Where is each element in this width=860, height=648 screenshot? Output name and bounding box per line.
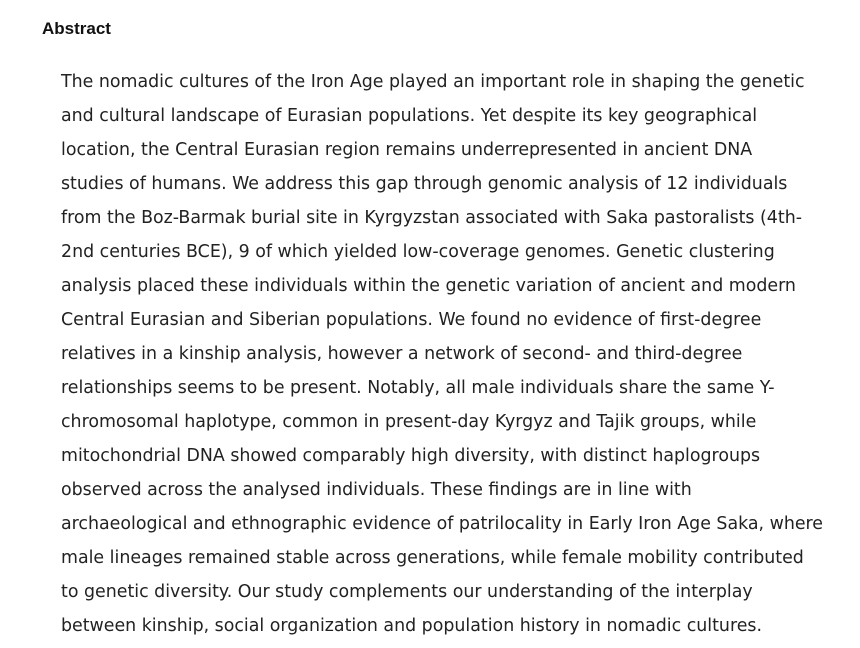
abstract-body [61,65,851,643]
abstract-line: from the Boz-Barmak burial site in Kyrgyzstan associated with Saka pastoralists (4th- [61,208,802,228]
abstract-line: Central Eurasian and Siberian populations. We found no evidence of first-degree [61,310,762,330]
abstract-heading: Abstract [42,19,111,38]
abstract-line: and cultural landscape of Eurasian populations. Yet despite its key geographical [61,106,758,126]
abstract-line: 2nd centuries BCE), 9 of which yielded low-coverage genomes. Genetic clustering [61,242,775,262]
abstract-line: between kinship, social organization and population history in nomadic cultures. [61,616,763,636]
abstract-line: mitochondrial DNA showed comparably high diversity, with distinct haplogroups [61,446,761,466]
abstract-line: male lineages remained stable across generations, while female mobility contributed [61,548,804,568]
abstract-line: chromosomal haplotype, common in present-day Kyrgyz and Tajik groups, while [61,412,757,432]
abstract-line: studies of humans. We address this gap through genomic analysis of 12 individuals [61,174,788,194]
abstract-line: relatives in a kinship analysis, however a network of second- and third-degree [61,344,743,364]
abstract-line: analysis placed these individuals within the genetic variation of ancient and modern [61,276,796,296]
abstract-line: The nomadic cultures of the Iron Age played an important role in shaping the genetic [61,72,805,92]
abstract-line: observed across the analysed individuals. These findings are in line with [61,480,692,500]
abstract-line: to genetic diversity. Our study complements our understanding of the interplay [61,582,753,602]
abstract-line: location, the Central Eurasian region remains underrepresented in ancient DNA [61,140,753,160]
abstract-line: archaeological and ethnographic evidence of patrilocality in Early Iron Age Saka, where [61,514,824,534]
abstract-line: relationships seems to be present. Notably, all male individuals share the same Y- [61,378,775,398]
